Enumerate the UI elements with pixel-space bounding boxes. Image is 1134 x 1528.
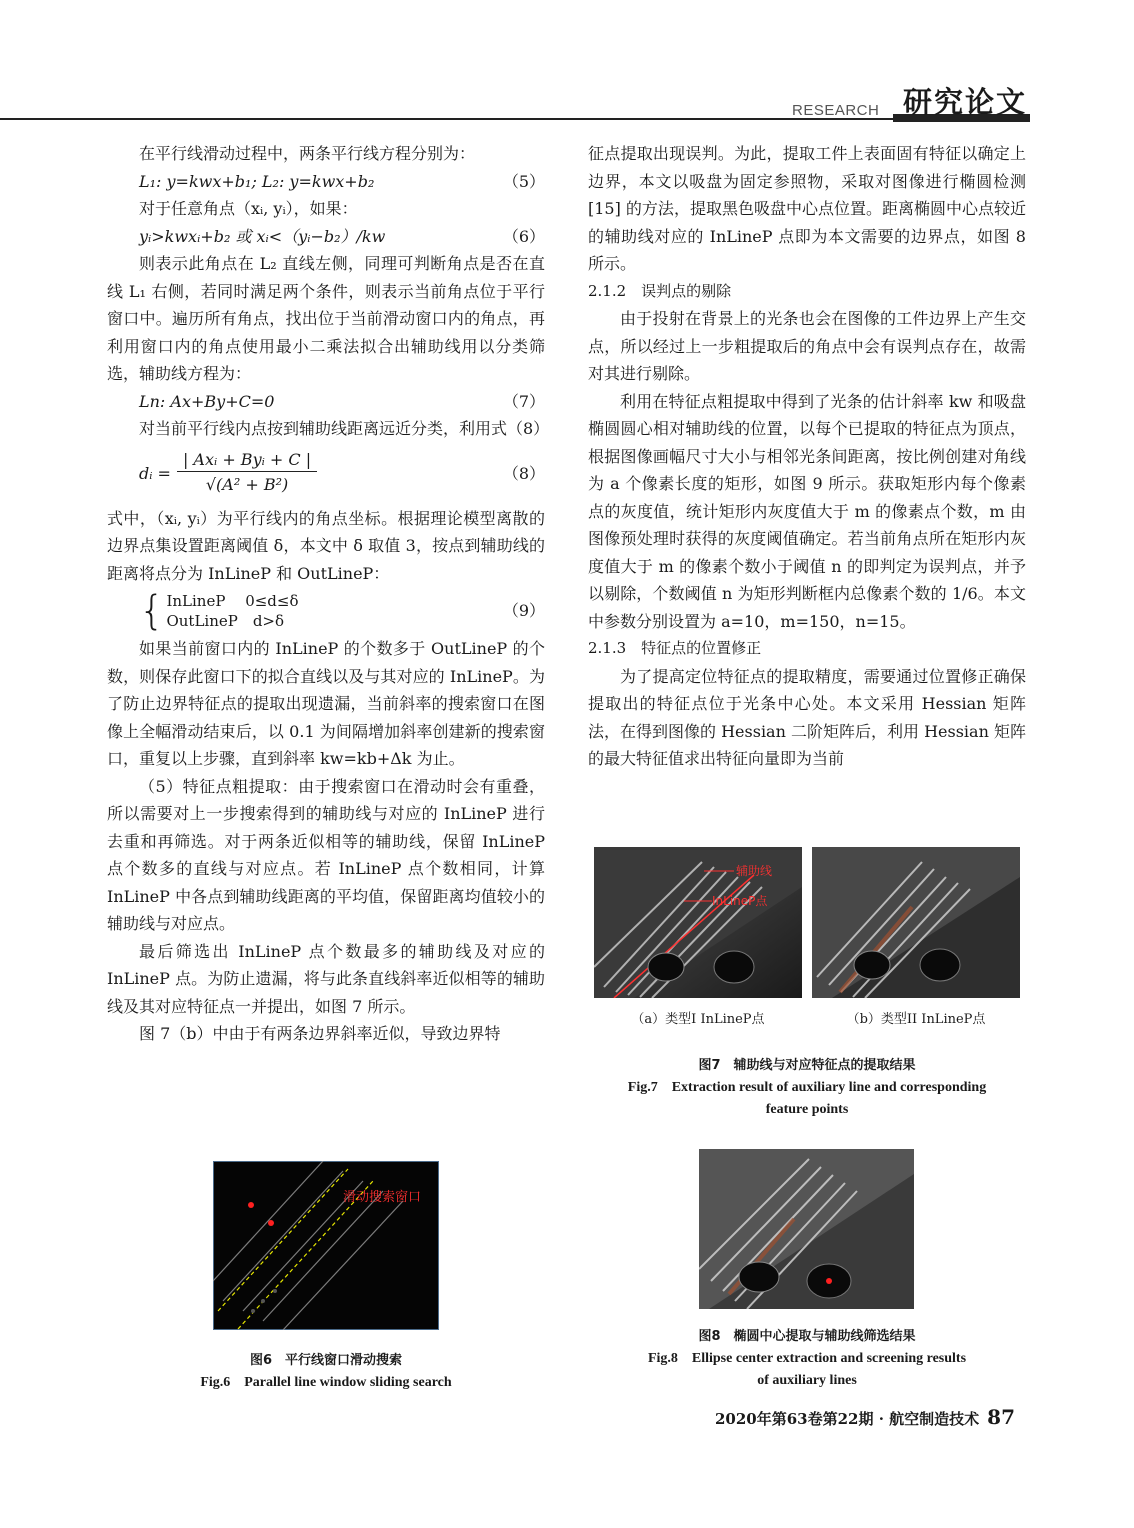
left-p1: 在平行线滑动过程中，两条平行线方程分别为： <box>139 144 476 163</box>
right-p1: 征点提取出现误判。为此，提取工件上表面固有特征以确定上边界，本文以吸盘为固定参照物，采取对图像进行椭圆检测 [15] 的方法，提取黑色吸盘中心点位置。距离椭圆中心点较近的辅助线对应的 InLineP 点即为本文需要的边界点，如图 8 所示。 <box>588 144 1026 273</box>
header-research: RESEARCH <box>792 102 880 119</box>
left-p8: 最后筛选出 InLineP 点个数最多的辅助线及对应的 InLineP 点。为防止遗漏，将与此条直线斜率近似相等的辅助线及其对应特征点一并提出，如图 7 所示。 <box>107 941 545 1016</box>
fig6-image <box>213 1161 439 1330</box>
fig7a-subcaption: （a）类型I InLineP点 <box>631 1012 765 1027</box>
heading-2-1-3: 2.1.3 特征点的位置修正 <box>588 639 762 657</box>
left-column <box>107 140 550 1048</box>
fig7-aux-label: 辅助线 <box>736 864 773 878</box>
fig6-window-label: 滑动搜索窗口 <box>343 1190 422 1205</box>
fig8-image <box>699 1149 914 1309</box>
equation-8: dᵢ = $\frac{\text{| Axᵢ + Byᵢ + C |}}{\text{√(A² + B²)}}$ （8） <box>139 450 545 494</box>
page-number: 87 <box>987 1405 1016 1429</box>
right-p2: 由于投射在背景上的光条也会在图像的工件边界上产生交点，所以经过上一步粗提取后的角点中会有误判点存在，故需对其进行剔除。 <box>588 309 1026 383</box>
left-p9: 图 7（b）中由于有两条边界斜率近似，导致边界特 <box>139 1024 501 1043</box>
footer-issue: 2020年第63卷第22期 · 航空制造技术 <box>715 1410 980 1428</box>
right-p3: 利用在特征点粗提取中得到了光条的估计斜率 kw 和吸盘椭圆圆心相对辅助线的位置，以每个已提取的特征点为顶点，根据图像画幅尺寸大小与相邻光条间距离，按比例创建对角线为 a 个像素长度的矩形，如图 9 所示。获取矩形内每个像素点的灰度值，统计矩形内灰度值大于 m 的像素点个数，m 由图像预处理时获得的灰度阈值确定。若当前角点所在矩形内灰度值大于 m 的像素个数小于阈值 n 的即判定为误判点，并予以剔除，个数阈值 n 为矩形判断框内总像素个数的 1/6。本文中参数分别设置为 a=10，m=150，n=15。 <box>588 391 1026 631</box>
right-p4: 为了提高定位特征点的提取精度，需要通过位置修正确保提取出的特征点位于光条中心处。本文采用 Hessian 矩阵法，在得到图像的 Hessian 二阶矩阵后，利用 Hessian 矩阵的最大特征值求出特征向量即为当前 <box>588 666 1026 768</box>
left-p6: 如果当前窗口内的 InLineP 的个数多于 OutLineP 的个数，则保存此窗口下的拟合直线以及与其对应的 InLineP。为了防止边界特征点的提取出现遗漏，当前斜率的搜索窗口在图像上全幅滑动结束后，以 0.1 为间隔增加斜率创建新的搜索窗口，重复以上步骤，直到斜率 kw=kb+Δk 为止。 <box>107 639 545 768</box>
left-p4: 对当前平行线内点按到辅助线距离远近分类，利用式（8） <box>139 419 550 438</box>
left-p2: 对于任意角点（xᵢ, yᵢ），如果： <box>139 199 358 218</box>
fig8-caption: 图8 椭圆中心提取与辅助线筛选结果 Fig.8 Ellipse center extraction and screening results of auxiliary lines <box>647 1329 967 1388</box>
equation-9: { InLineP 0≤d≤δ OutLineP d>δ （9） <box>139 588 545 634</box>
right-column <box>588 140 1026 773</box>
fig7b-subcaption: （b）类型II InLineP点 <box>846 1012 986 1027</box>
heading-2-1-2: 2.1.2 误判点的剔除 <box>588 281 732 300</box>
fig7b-image <box>812 847 1020 998</box>
equation-6: yᵢ>kwxᵢ+b₂ 或 xᵢ<（yᵢ−b₂）/kw （6） <box>139 226 545 246</box>
fig7-inline-label: InLineP点 <box>712 894 768 908</box>
header-section-title: 研究论文 <box>903 85 1028 119</box>
footer <box>715 1405 1015 1429</box>
left-p3: 则表示此角点在 L₂ 直线左侧，同理可判断角点是否在直线 L₁ 右侧，若同时满足两个条件，则表示当前角点位于平行窗口中。遍历所有角点，找出位于当前滑动窗口内的角点，再利用窗口内的角点使用最小二乘法拟合出辅助线用以分类筛选，辅助线方程为： <box>107 254 545 383</box>
left-p5: 式中，（xᵢ, yᵢ）为平行线内的角点坐标。根据理论模型离散的边界点集设置距离阈值 δ，本文中 δ 取值 3，按点到辅助线的距离将点分为 InLineP 和 OutLineP： <box>107 508 545 583</box>
fig7a-image <box>594 847 802 998</box>
left-p7: （5）特征点粗提取：由于搜索窗口在滑动时会有重叠，所以需要对上一步搜索得到的辅助线与对应的 InLineP 进行去重和再筛选。对于两条近似相等的辅助线，保留 InLineP 点个数多的直线与对应点。若 InLineP 点个数相同，计算 InLineP 中各点到辅助线距离的平均值，保留距离均值较小的辅助线与对应点。 <box>107 776 545 933</box>
equation-5: L₁: y=kwx+b₁; L₂: y=kwx+b₂ （5） <box>139 171 545 191</box>
fig7-caption: 图7 辅助线与对应特征点的提取结果 Fig.7 Extraction result of auxiliary line and corresponding feature points <box>627 1058 987 1117</box>
equation-7: Ln: Ax+By+C=0 （7） <box>139 391 545 411</box>
fig6-caption: 图6 平行线窗口滑动搜索 Fig.6 Parallel line window sliding search <box>200 1353 452 1390</box>
